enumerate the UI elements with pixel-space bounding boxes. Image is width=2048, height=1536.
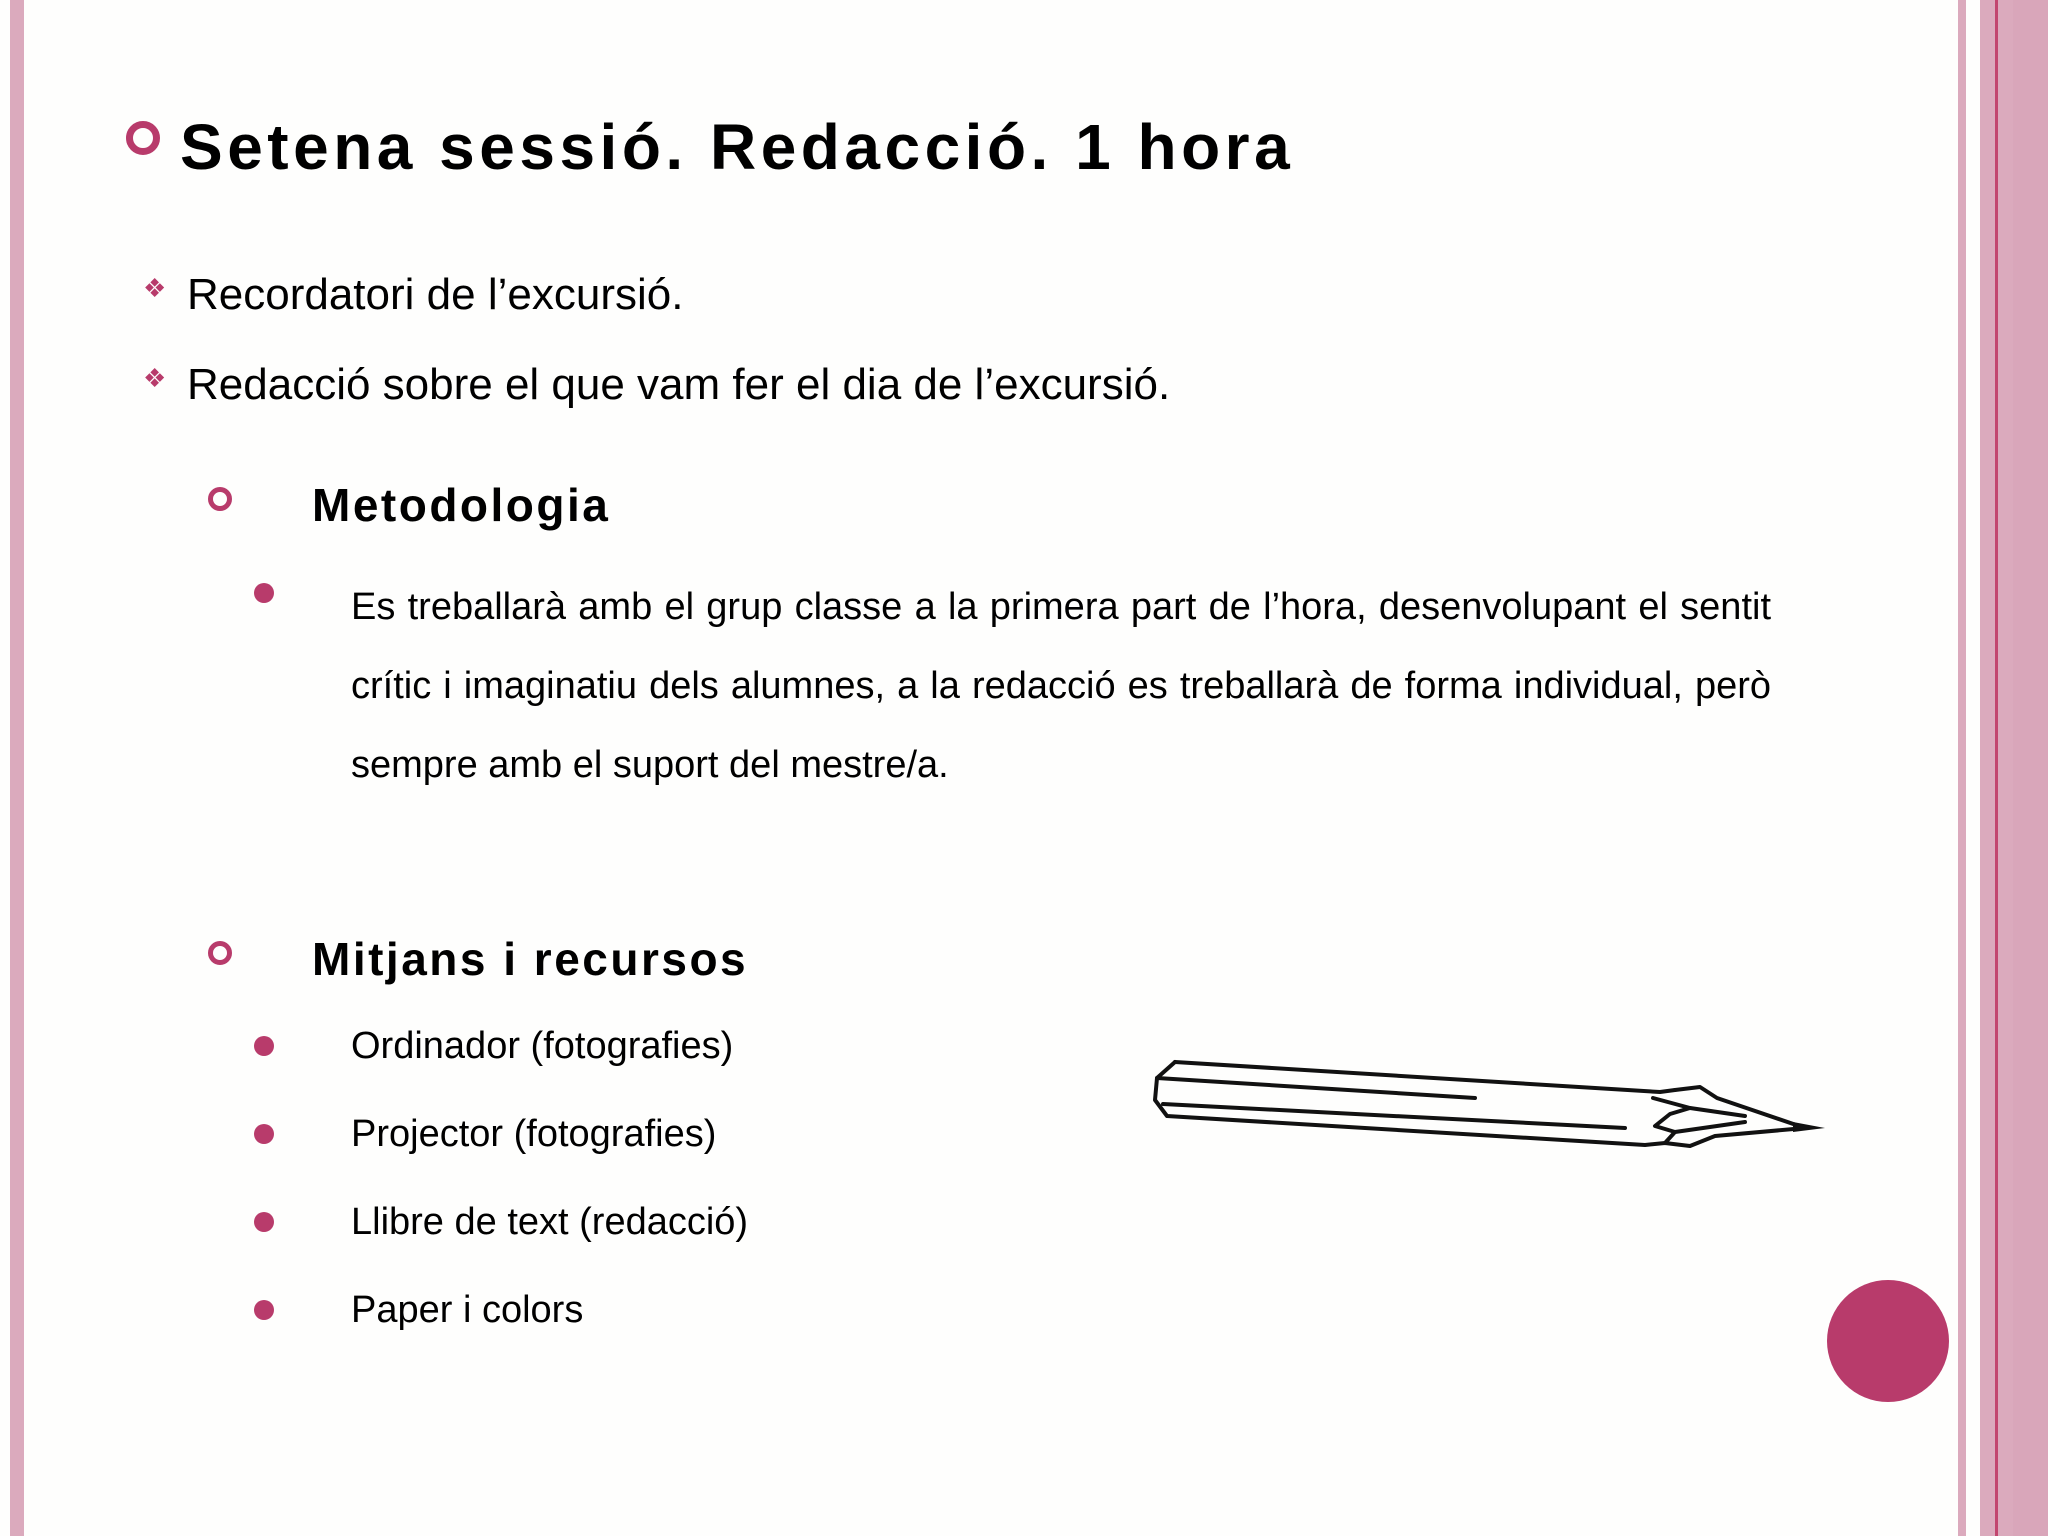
bullet-item xyxy=(143,270,683,320)
dot-bullet-icon xyxy=(254,1124,274,1144)
section-heading: Mitjans i recursos xyxy=(312,933,749,985)
right-border-stripe xyxy=(1980,0,1995,1536)
diamond-cluster-bullet-icon: ❖ xyxy=(143,362,167,393)
diamond-cluster-bullet-icon: ❖ xyxy=(143,272,167,303)
pencil-illustration xyxy=(1145,1050,1835,1160)
resource-item: Ordinador (fotografies) xyxy=(351,1025,734,1067)
dot-bullet-icon xyxy=(254,1036,274,1056)
methodology-paragraph: Es treballarà amb el grup classe a la primera part de l’hora, desenvolupant el sentit crític i imaginatiu dels alumnes, a la redacció es treballarà de forma individual, però sempre amb el suport del mestre/a. xyxy=(351,586,1771,786)
ring-bullet-icon xyxy=(208,941,232,965)
right-border-stripe xyxy=(1998,0,2013,1536)
decorative-circle xyxy=(1827,1280,1949,1402)
resource-item: Llibre de text (redacció) xyxy=(351,1201,749,1243)
section-heading-metodologia xyxy=(208,478,610,532)
resource-item: Projector (fotografies) xyxy=(351,1113,717,1155)
right-border-stripe xyxy=(1958,0,1966,1536)
bullet-text: Redacció sobre el que vam fer el dia de l’excursió. xyxy=(187,360,1171,409)
ring-bullet-icon xyxy=(208,487,232,511)
dot-bullet-icon xyxy=(254,1300,274,1320)
dot-bullet-icon xyxy=(254,583,274,603)
section-heading: Metodologia xyxy=(312,479,611,531)
bullet-text: Recordatori de l’excursió. xyxy=(187,270,684,319)
bullet-item xyxy=(143,360,1170,410)
slide-title: Setena sessió. Redacció. 1 hora xyxy=(180,111,1295,183)
dot-bullet-icon xyxy=(254,1212,274,1232)
right-border-stripe xyxy=(2013,0,2048,1536)
left-border-stripe xyxy=(10,0,24,1536)
ring-bullet-icon xyxy=(126,121,160,155)
title-row xyxy=(126,110,1294,184)
resource-item: Paper i colors xyxy=(351,1289,584,1331)
section-heading-mitjans xyxy=(208,932,748,986)
